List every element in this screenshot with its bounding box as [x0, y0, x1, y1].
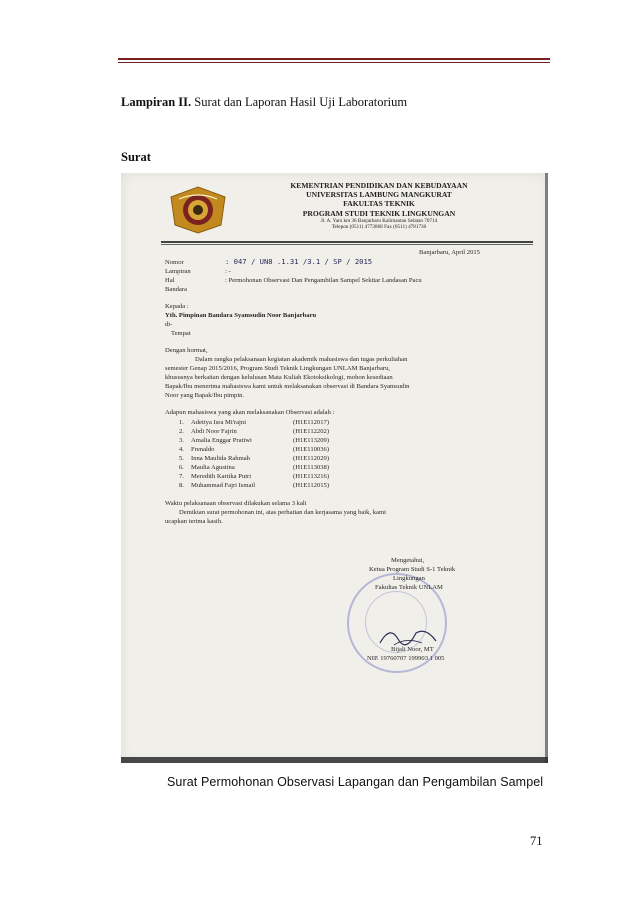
recipient: Yth. Pimpinan Bandara Syamsudin Noor Banjarbaru — [165, 312, 317, 319]
kepada: Kepada : — [165, 303, 189, 310]
letterhead-line-3: FAKULTAS TEKNIK — [343, 199, 415, 209]
scan-bottom-shadow — [121, 757, 548, 763]
header-rule-thin — [118, 62, 550, 63]
student-no: 1. — [179, 419, 184, 426]
student-no: 3. — [179, 437, 184, 444]
page-number: 71 — [530, 834, 543, 848]
section-title: Surat — [121, 150, 151, 164]
sign-line-1: Mengetahui, — [391, 557, 425, 564]
closing-line-2: ucapkan terima kasih. — [165, 518, 223, 525]
hal-label: Hal — [165, 277, 175, 284]
student-nim: (H1E112015) — [293, 482, 330, 489]
place-date: Banjarbaru, April 2015 — [419, 249, 480, 256]
student-nim: (H1E112029) — [293, 455, 330, 462]
sign-line-3: Lingkungan — [393, 575, 425, 582]
nomor-value: : 047 / UN8 .1.31 /3.1 / SP / 2015 — [225, 257, 373, 266]
body-line-1: Dalam rangka pelaksanaan kegiatan akademik mahasiswa dan tugas perkuliahan — [195, 356, 408, 363]
student-name: Adetiya Isra Mi'rajni — [191, 419, 247, 426]
letterhead-rule-thin — [161, 244, 533, 245]
duration-line: Waktu pelaksanaan observasi dilakukan selama 3 kali — [165, 500, 307, 507]
letterhead-phone: Telepon (0511) 4773868 Fax (0511) 4781730 — [331, 224, 427, 231]
sign-line-2: Ketua Program Studi S-1 Teknik — [369, 566, 456, 573]
lampiran-label: Lampiran — [165, 268, 191, 275]
letterhead-line-1: KEMENTRIAN PENDIDIKAN DAN KEBUDAYAAN — [290, 181, 468, 190]
student-no: 7. — [179, 473, 184, 480]
student-name: Abdi Noor Fajrin — [191, 428, 237, 435]
student-name: Frenaldo — [191, 446, 215, 453]
header-rule — [118, 58, 550, 60]
student-name: Muhammad Fajri Ismail — [191, 482, 256, 489]
lampiran-value: : - — [225, 268, 231, 275]
student-nim: (H1E113216) — [293, 473, 330, 480]
signer-name: Bijali Noor, MT — [391, 646, 434, 653]
student-nim: (H1E112017) — [293, 419, 330, 426]
student-name: Meredith Kartika Putri — [191, 473, 252, 480]
closing-line-1: Demikian surat permohonan ini, atas perhatian dan kerjasama yang baik, kami — [179, 509, 386, 516]
student-no: 2. — [179, 428, 184, 435]
student-nim: (H1E110036) — [293, 446, 330, 453]
hal-value: : Permohonan Observasi Dan Pengambilan Sampel Sekitar Landasan Pacu — [225, 277, 422, 284]
signer-nip: NIP. 19760707 199903 1 005 — [367, 655, 445, 662]
student-name: Amalia Enggar Pratiwi — [191, 437, 252, 444]
students-intro: Adapun mahasiswa yang akan melaksanakan Observasi adalah : — [165, 409, 335, 416]
student-no: 6. — [179, 464, 184, 471]
letterhead-line-4: PROGRAM STUDI TEKNIK LINGKUNGAN — [302, 208, 456, 218]
student-nim: (H1E112202) — [293, 428, 330, 435]
university-logo-icon — [165, 181, 231, 237]
salutation: Dengan hormat, — [165, 347, 208, 354]
nomor-label: Nomor — [165, 259, 184, 266]
body-line-2: semester Genap 2015/2016, Program Studi Teknik Lingkungan UNLAM Banjarbaru, — [165, 365, 391, 372]
recipient-di: di- — [165, 321, 173, 328]
hal-value-2: Bandara — [165, 286, 187, 293]
body-line-4: Bapak/Ibu menerima mahasiswa kami untuk melaksanakan observasi di Bandara Syamsudin — [165, 383, 410, 390]
appendix-label: Lampiran II. — [121, 95, 192, 109]
appendix-heading — [121, 95, 407, 110]
student-no: 8. — [179, 482, 184, 489]
recipient-place: Tempat — [171, 330, 191, 337]
figure-caption: Surat Permohonan Observasi Lapangan dan Pengambilan Sampel — [167, 775, 544, 789]
student-nim: (H1E113209) — [293, 437, 330, 444]
student-nim: (H1E113038) — [293, 464, 330, 471]
student-no: 4. — [179, 446, 184, 453]
student-no: 5. — [179, 455, 184, 462]
letterhead-line-2: UNIVERSITAS LAMBUNG MANGKURAT — [306, 190, 452, 200]
letterhead — [239, 181, 519, 231]
sign-line-4: Fakultas Teknik UNLAM — [375, 584, 443, 591]
letterhead-address: Jl. A. Yani km 36 Banjarbaru Kalimantan Selatan 70714 — [320, 217, 438, 224]
body-line-5: Noor yang Bapak/Ibu pimpin. — [165, 392, 245, 399]
appendix-title: Surat dan Laporan Hasil Uji Laboratorium — [191, 95, 408, 109]
student-name: Inna Maulida Rahmah — [191, 455, 250, 462]
body-line-3: khususnya berkaitan dengan kelulusan Mata Kuliah Ekotoksikologi, mohon kesediaan — [165, 374, 393, 381]
student-name: Maulia Agustina — [191, 464, 235, 471]
scanned-letter — [121, 173, 548, 763]
scan-edge-shadow — [545, 173, 548, 763]
letterhead-rule — [161, 241, 533, 243]
